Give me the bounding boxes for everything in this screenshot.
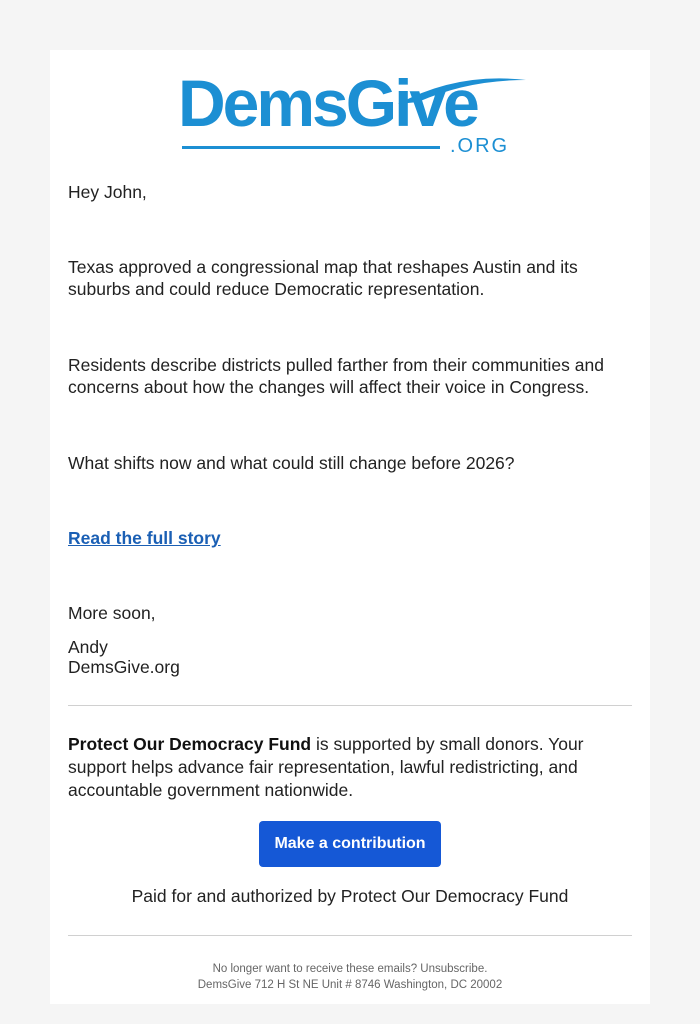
paid-for-disclaimer: Paid for and authorized by Protect Our Democracy Fund bbox=[131, 886, 569, 906]
make-contribution-button[interactable]: Make a contribution bbox=[259, 821, 441, 867]
mailing-address: DemsGive 712 H St NE Unit # 8746 Washington, DC 20002 bbox=[197, 979, 503, 991]
unsubscribe-text[interactable]: No longer want to receive these emails? Unsubscribe. bbox=[212, 963, 488, 975]
closing: More soon, bbox=[68, 603, 156, 623]
demsgive-logo[interactable] bbox=[178, 66, 523, 165]
greeting: Hey John, bbox=[68, 182, 147, 202]
fund-description-text: is supported by small donors. Your support helps advance fair representation, lawful redistricting, and accountable government nationwide. bbox=[68, 734, 584, 800]
fund-description bbox=[68, 733, 628, 802]
fund-name: Protect Our Democracy Fund bbox=[68, 734, 312, 754]
logo-underline bbox=[182, 146, 440, 149]
divider-bottom bbox=[68, 935, 632, 936]
logo-org-suffix: .ORG bbox=[450, 135, 510, 157]
paragraph-1: Texas approved a congressional map that reshapes Austin and its suburbs and could reduce Democratic representation. bbox=[68, 257, 578, 299]
paragraph-3: What shifts now and what could still change before 2026? bbox=[68, 453, 515, 473]
signature-name: Andy bbox=[68, 637, 108, 657]
logo-wordmark: DemsGive bbox=[178, 66, 477, 140]
paragraph-2: Residents describe districts pulled farther from their communities and concerns about how the changes will affect their voice in Congress. bbox=[68, 355, 604, 397]
divider-top bbox=[68, 705, 632, 706]
read-full-story-link[interactable]: Read the full story bbox=[68, 528, 221, 548]
email-card bbox=[50, 50, 650, 1004]
signature-org: DemsGive.org bbox=[68, 657, 180, 677]
